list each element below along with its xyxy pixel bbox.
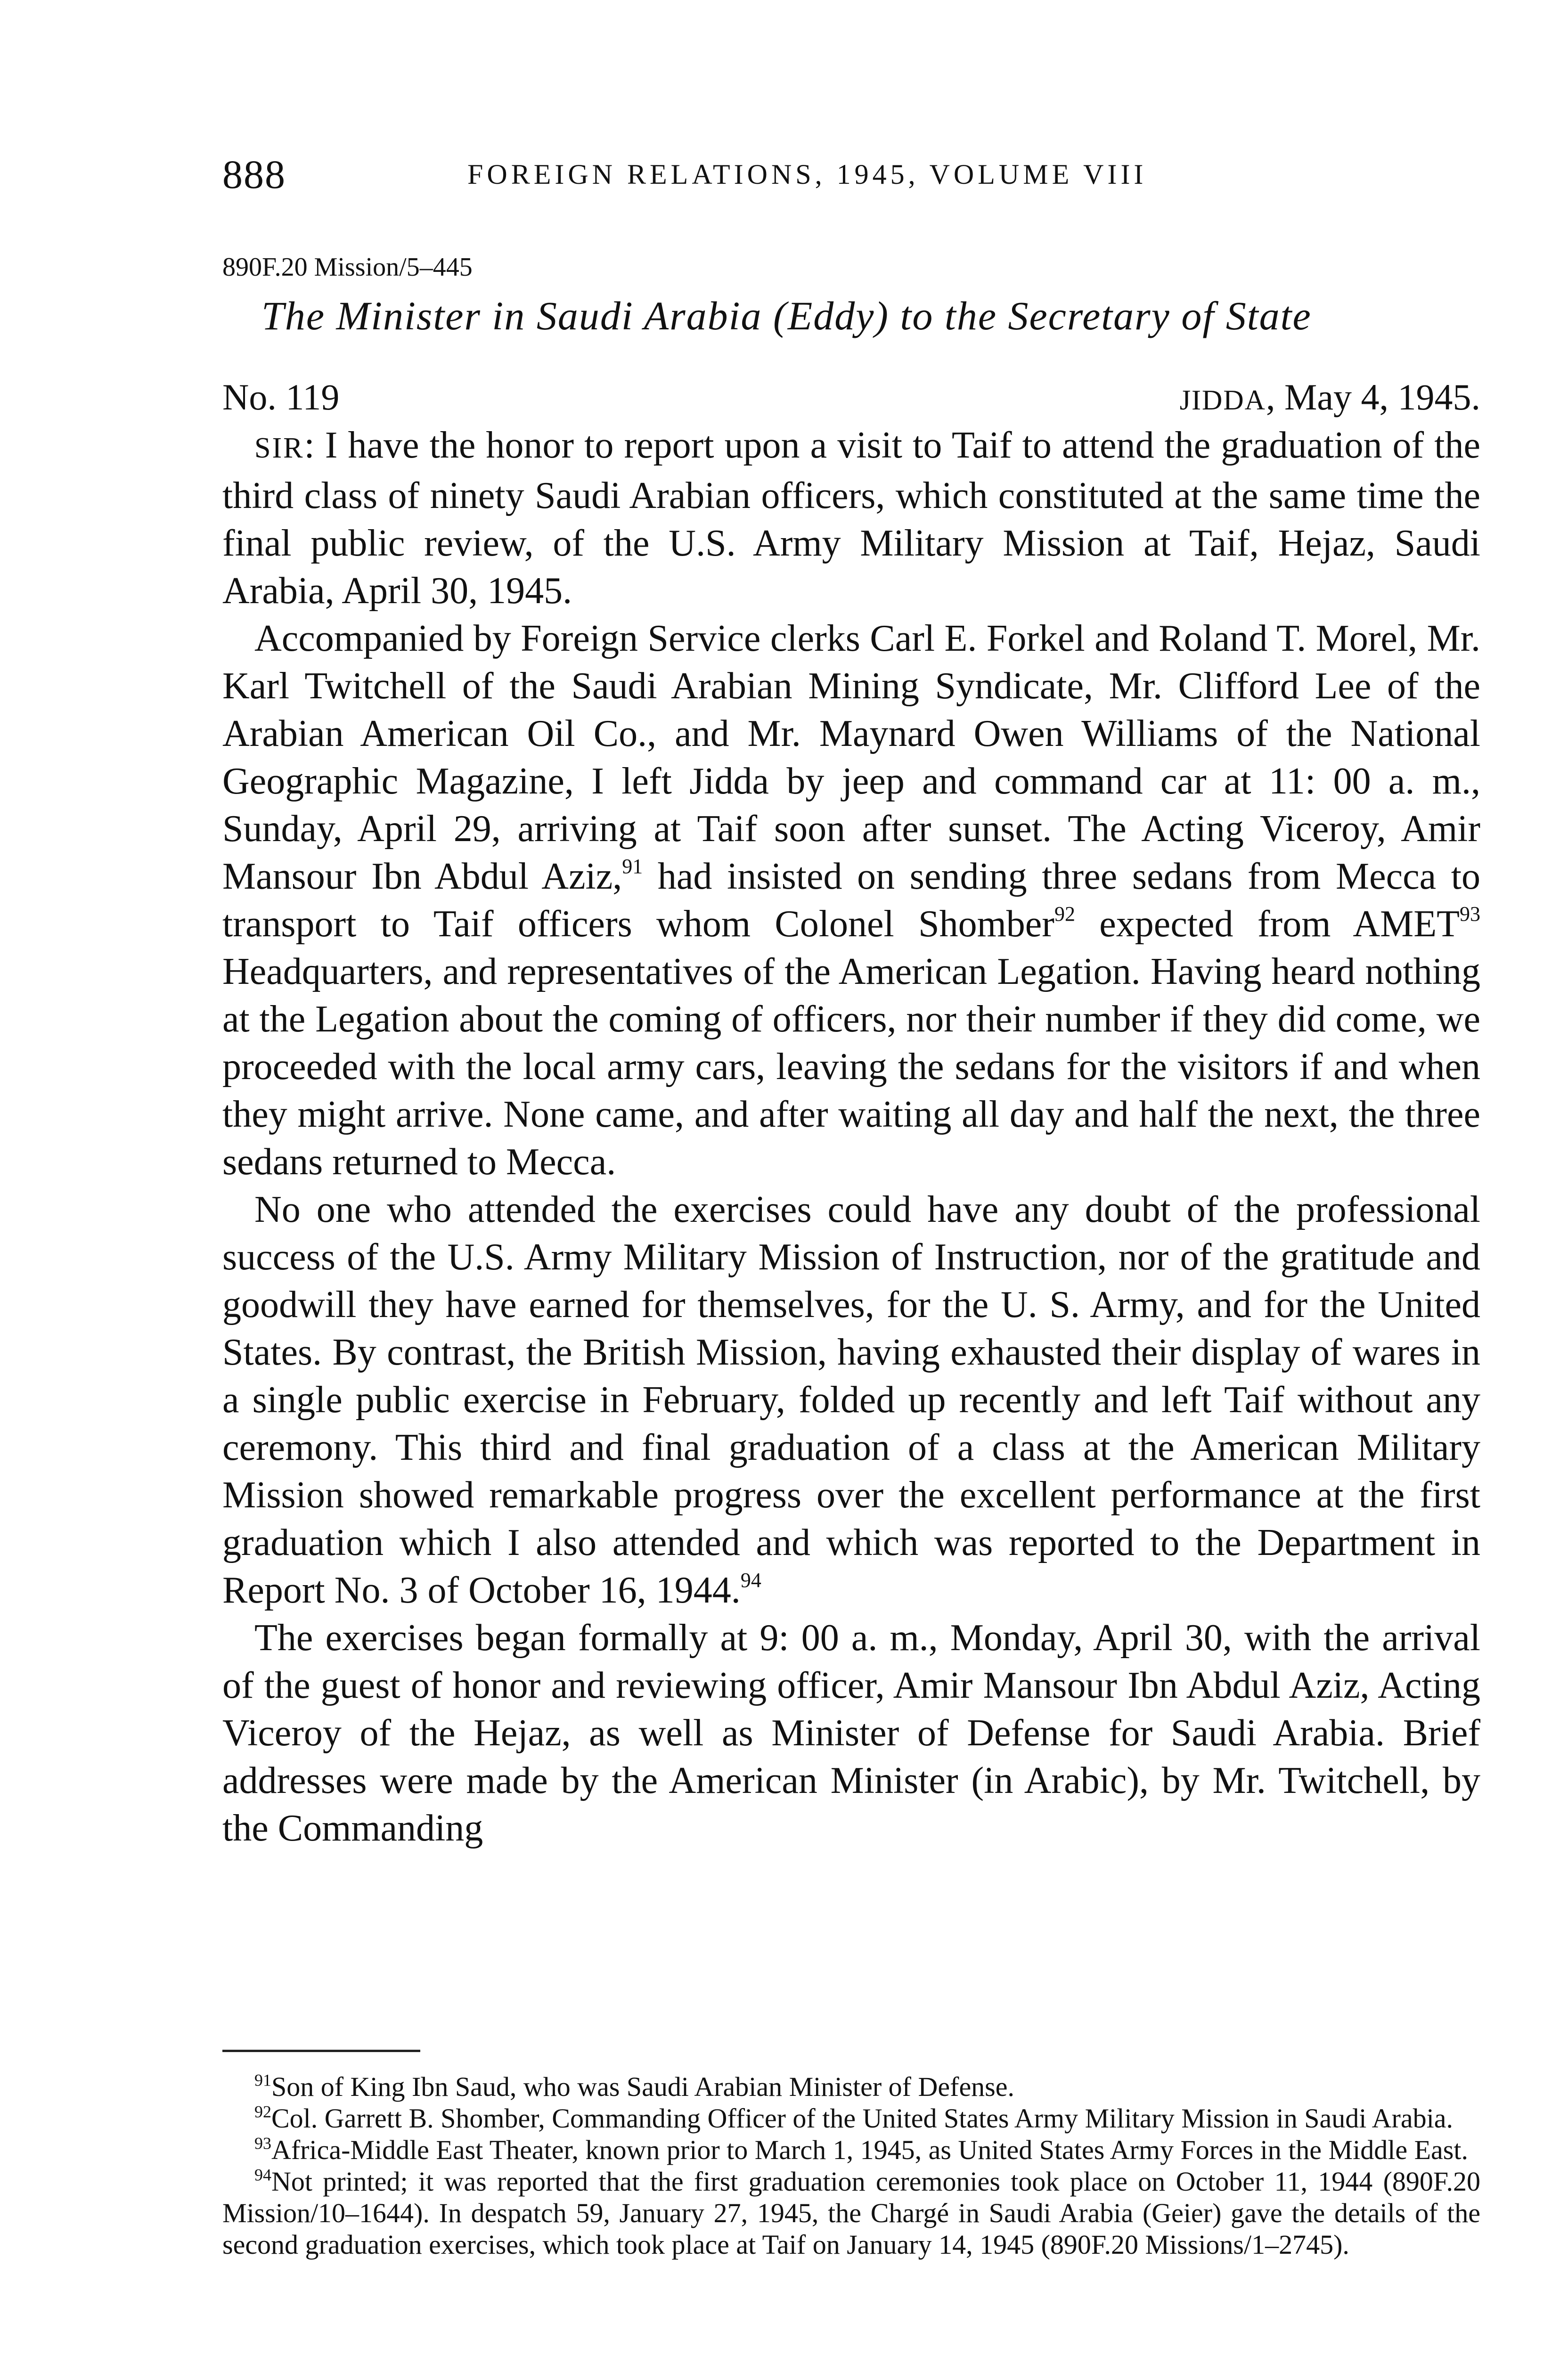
footnote-marker: 91	[254, 2070, 271, 2090]
footnote-marker: 92	[254, 2102, 271, 2121]
date: , May 4, 1945.	[1266, 376, 1480, 417]
paragraph-2-text-d: Headquarters, and representatives of the American Legation. Having heard nothing at the Legation about the coming of officers, nor their number if they did come, we proceeded with the local army cars, leaving the sedans for the visitors if and when they might arrive. None came, and after waiting all day and half the next, the three sedans returned to Mecca.	[222, 951, 1480, 1183]
body-text	[222, 422, 1480, 1852]
file-reference: 890F.20 Mission/5–445	[222, 253, 473, 282]
paragraph-2-text-b: had insisted on sending three sedans from Mecca to transport to Taif officers whom Colonel Shomber	[222, 856, 1481, 945]
footnote-marker: 93	[254, 2134, 271, 2153]
footnote-text: Not printed; it was reported that the first graduation ceremonies took place on October 11, 1944 (890F.20 Mission/10–1644). In despatch 59, January 27, 1945, the Chargé in Saudi Arabia (Geier) gave the details of the second graduation exercises, which took place at Taif on January 14, 1945 (890F.20 Missions/1–2745).	[222, 2166, 1480, 2260]
place-name: JIDDA	[1179, 384, 1266, 416]
paragraph-2	[222, 615, 1480, 1186]
footnote-ref-93: 93	[1460, 902, 1480, 925]
footnote-divider	[222, 2050, 420, 2052]
footnote-ref-94: 94	[740, 1569, 761, 1592]
footnotes	[222, 2071, 1480, 2260]
paragraph-4-text: The exercises began formally at 9: 00 a. m., Monday, April 30, with the arrival of the guest of honor and reviewing officer, Amir Mansour Ibn Abdul Aziz, Acting Viceroy of the Hejaz, as well as Minister of Defense for Saudi Arabia. Brief addresses were made by the American Minister (in Arabic), by Mr. Twitchell, by the Commanding	[222, 1617, 1480, 1849]
dateline	[222, 376, 1480, 423]
paragraph-4	[222, 1614, 1480, 1852]
footnote-93	[222, 2134, 1480, 2166]
paragraph-2-text-c: expected from AMET	[1075, 903, 1460, 945]
paragraph-3-text: No one who attended the exercises could have any doubt of the professional success of the U.S. Army Military Mission of Instruction, nor of the gratitude and goodwill they have earned for themselves, for the U. S. Army, and for the United States. By contrast, the British Mission, having exhausted their display of wares in a single public exercise in February, folded up recently and left Taif without any ceremony. This third and final graduation of a class at the American Military Mission showed remarkable progress over the excellent performance at the first graduation which I also attended and which was reported to the Department in Report No. 3 of October 16, 1944.	[222, 1189, 1480, 1611]
paragraph-1-text: : I have the honor to report upon a visit to Taif to attend the graduation of the third class of ninety Saudi Arabian officers, which constituted at the same time the final public review, of the U.S. Army Military Mission at Taif, Hejaz, Saudi Arabia, April 30, 1945.	[222, 425, 1480, 612]
paragraph-2-text-a: Accompanied by Foreign Service clerks Carl E. Forkel and Roland T. Morel, Mr. Karl Twitchell of the Saudi Arabian Mining Syndicate, Mr. Clifford Lee of the Arabian American Oil Co., and Mr. Maynard Owen Williams of the National Geographic Magazine, I left Jidda by jeep and command car at 11: 00 a. m., Sunday, April 29, arriving at Taif soon after sunset. The Acting Viceroy, Amir Mansour Ibn Abdul Aziz,	[222, 618, 1480, 897]
footnote-92	[222, 2102, 1480, 2134]
footnote-ref-92: 92	[1054, 902, 1075, 925]
document-heading: The Minister in Saudi Arabia (Eddy) to the Secretary of State	[261, 293, 1312, 338]
footnote-text: Son of King Ibn Saud, who was Saudi Arabian Minister of Defense.	[271, 2071, 1014, 2102]
paragraph-3	[222, 1186, 1480, 1614]
running-head	[222, 151, 1480, 203]
document-number: No. 119	[222, 376, 340, 417]
footnote-marker: 94	[254, 2165, 271, 2184]
place-date	[1180, 376, 1480, 418]
salutation: SIR	[254, 432, 304, 464]
footnote-91	[222, 2071, 1480, 2102]
footnote-94	[222, 2166, 1480, 2260]
footnote-text: Col. Garrett B. Shomber, Commanding Officer of the United States Army Military Mission in Saudi Arabia.	[271, 2103, 1453, 2134]
running-title: FOREIGN RELATIONS, 1945, VOLUME VIII	[467, 159, 1147, 190]
footnote-ref-91: 91	[622, 855, 643, 878]
footnote-text: Africa-Middle East Theater, known prior to March 1, 1945, as United States Army Forces in the Middle East.	[271, 2135, 1468, 2165]
paragraph-1	[222, 422, 1480, 615]
page-number: 888	[222, 152, 286, 197]
